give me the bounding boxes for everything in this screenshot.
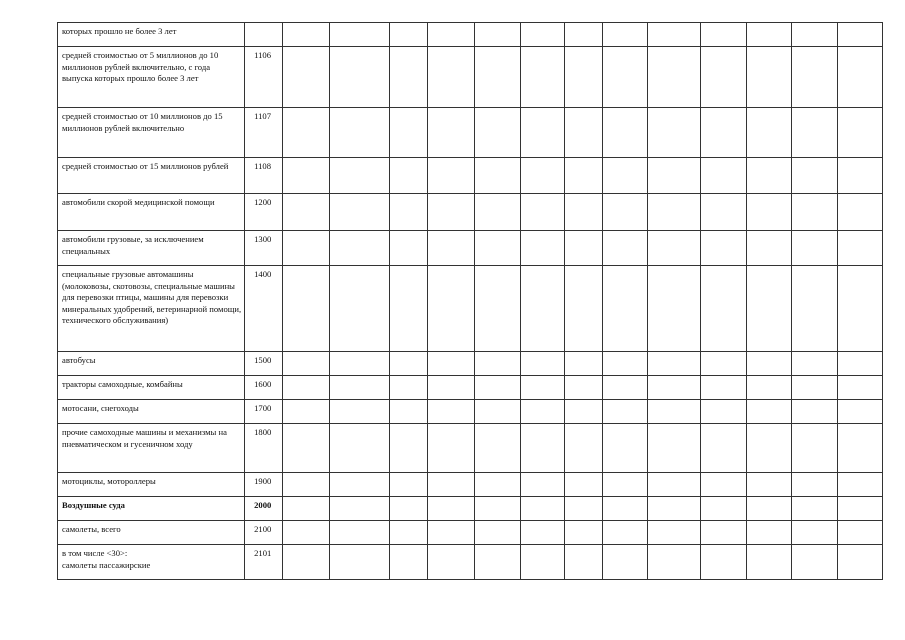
data-cell xyxy=(747,473,792,497)
data-cell xyxy=(603,497,648,521)
data-cell xyxy=(389,108,427,158)
row-label-cell: мотоциклы, мотороллеры xyxy=(58,473,245,497)
table-row xyxy=(58,158,883,194)
data-cell xyxy=(475,497,520,521)
data-cell xyxy=(475,400,520,424)
data-cell xyxy=(837,47,882,108)
data-cell xyxy=(475,266,520,352)
data-cell xyxy=(792,424,837,473)
data-cell xyxy=(603,23,648,47)
data-cell xyxy=(475,352,520,376)
data-cell xyxy=(329,473,389,497)
data-cell xyxy=(283,352,329,376)
data-cell xyxy=(747,194,792,231)
row-code-cell: 2100 xyxy=(245,521,283,545)
data-cell xyxy=(520,400,564,424)
data-cell xyxy=(747,108,792,158)
data-cell xyxy=(565,23,603,47)
data-cell xyxy=(475,424,520,473)
data-cell xyxy=(747,424,792,473)
data-cell xyxy=(747,545,792,580)
data-cell xyxy=(603,352,648,376)
data-cell xyxy=(565,266,603,352)
row-label-cell: средней стоимостью от 15 миллионов рублей xyxy=(58,158,245,194)
data-cell xyxy=(520,497,564,521)
data-cell xyxy=(428,352,475,376)
data-cell xyxy=(428,47,475,108)
data-cell xyxy=(520,47,564,108)
data-cell xyxy=(700,266,746,352)
table-body xyxy=(58,23,883,580)
data-cell xyxy=(283,194,329,231)
data-cell xyxy=(389,266,427,352)
row-label-cell: автомобили грузовые, за исключением специальных xyxy=(58,231,245,266)
data-cell xyxy=(428,194,475,231)
row-code-cell: 1200 xyxy=(245,194,283,231)
data-cell xyxy=(603,47,648,108)
data-cell xyxy=(792,376,837,400)
data-cell xyxy=(389,352,427,376)
row-label-cell: самолеты, всего xyxy=(58,521,245,545)
data-cell xyxy=(329,376,389,400)
data-cell xyxy=(520,473,564,497)
data-cell xyxy=(603,400,648,424)
data-cell xyxy=(389,424,427,473)
data-cell xyxy=(700,231,746,266)
vehicle-data-table xyxy=(57,22,883,580)
data-cell xyxy=(700,158,746,194)
row-label-cell: автомобили скорой медицинской помощи xyxy=(58,194,245,231)
data-cell xyxy=(747,400,792,424)
data-cell xyxy=(603,108,648,158)
data-cell xyxy=(648,231,700,266)
data-cell xyxy=(329,158,389,194)
data-cell xyxy=(428,497,475,521)
data-cell xyxy=(837,424,882,473)
data-cell xyxy=(389,521,427,545)
data-cell xyxy=(389,376,427,400)
data-cell xyxy=(648,497,700,521)
data-cell xyxy=(520,376,564,400)
data-cell xyxy=(283,23,329,47)
table-row xyxy=(58,545,883,580)
data-cell xyxy=(565,400,603,424)
data-cell xyxy=(428,376,475,400)
data-cell xyxy=(520,266,564,352)
data-cell xyxy=(565,158,603,194)
data-cell xyxy=(747,376,792,400)
data-cell xyxy=(475,521,520,545)
data-cell xyxy=(792,23,837,47)
data-cell xyxy=(565,231,603,266)
row-code-cell: 1700 xyxy=(245,400,283,424)
data-cell xyxy=(428,108,475,158)
data-cell xyxy=(475,231,520,266)
row-code-cell: 2000 xyxy=(245,497,283,521)
data-cell xyxy=(520,158,564,194)
row-code-cell: 1500 xyxy=(245,352,283,376)
row-code-cell: 1107 xyxy=(245,108,283,158)
data-cell xyxy=(428,545,475,580)
data-cell xyxy=(389,231,427,266)
data-cell xyxy=(603,473,648,497)
data-cell xyxy=(475,545,520,580)
data-cell xyxy=(475,376,520,400)
data-cell xyxy=(475,158,520,194)
data-cell xyxy=(603,424,648,473)
table-row xyxy=(58,473,883,497)
row-label-cell: Воздушные суда xyxy=(58,497,245,521)
data-cell xyxy=(792,545,837,580)
row-label-cell: автобусы xyxy=(58,352,245,376)
row-code-cell: 1300 xyxy=(245,231,283,266)
data-cell xyxy=(700,521,746,545)
data-cell xyxy=(475,473,520,497)
data-cell xyxy=(700,194,746,231)
data-cell xyxy=(283,47,329,108)
data-cell xyxy=(428,473,475,497)
data-cell xyxy=(329,194,389,231)
data-cell xyxy=(283,545,329,580)
data-cell xyxy=(329,352,389,376)
row-code-cell: 1900 xyxy=(245,473,283,497)
data-cell xyxy=(648,194,700,231)
data-cell xyxy=(283,108,329,158)
data-cell xyxy=(428,158,475,194)
row-label-cell: которых прошло не более 3 лет xyxy=(58,23,245,47)
row-code-cell: 1400 xyxy=(245,266,283,352)
data-cell xyxy=(603,376,648,400)
data-cell xyxy=(389,23,427,47)
data-cell xyxy=(648,400,700,424)
data-cell xyxy=(428,424,475,473)
row-code-cell: 1800 xyxy=(245,424,283,473)
data-cell xyxy=(520,108,564,158)
data-cell xyxy=(837,473,882,497)
data-cell xyxy=(792,47,837,108)
data-cell xyxy=(747,521,792,545)
data-cell xyxy=(283,158,329,194)
row-label-cell: средней стоимостью от 5 миллионов до 10 миллионов рублей включительно, с года выпуска которых прошло более 3 лет xyxy=(58,47,245,108)
row-label-cell: средней стоимостью от 10 миллионов до 15 миллионов рублей включительно xyxy=(58,108,245,158)
data-cell xyxy=(747,352,792,376)
data-cell xyxy=(329,497,389,521)
data-cell xyxy=(283,376,329,400)
data-cell xyxy=(837,400,882,424)
data-cell xyxy=(837,158,882,194)
data-cell xyxy=(648,473,700,497)
row-label-cell: специальные грузовые автомашины (молоковозы, скотовозы, специальные машины для перевозки птицы, машины для перевозки минеральных удобрений, ветеринарной помощи, технического обслуживания) xyxy=(58,266,245,352)
data-cell xyxy=(283,231,329,266)
data-cell xyxy=(520,231,564,266)
data-cell xyxy=(428,521,475,545)
data-cell xyxy=(603,521,648,545)
row-code-cell: 1106 xyxy=(245,47,283,108)
data-cell xyxy=(389,473,427,497)
row-code-cell: 1600 xyxy=(245,376,283,400)
data-cell xyxy=(565,352,603,376)
table-row xyxy=(58,266,883,352)
data-cell xyxy=(648,266,700,352)
data-cell xyxy=(520,424,564,473)
data-cell xyxy=(700,424,746,473)
data-cell xyxy=(648,108,700,158)
data-cell xyxy=(747,497,792,521)
table-row xyxy=(58,497,883,521)
data-cell xyxy=(520,545,564,580)
data-cell xyxy=(837,266,882,352)
data-cell xyxy=(520,23,564,47)
table-row xyxy=(58,376,883,400)
row-code-cell xyxy=(245,23,283,47)
data-cell xyxy=(792,158,837,194)
data-cell xyxy=(283,400,329,424)
data-cell xyxy=(837,23,882,47)
data-cell xyxy=(329,23,389,47)
data-cell xyxy=(792,473,837,497)
data-cell xyxy=(648,352,700,376)
data-cell xyxy=(565,47,603,108)
data-cell xyxy=(700,108,746,158)
data-cell xyxy=(428,23,475,47)
data-cell xyxy=(565,376,603,400)
data-cell xyxy=(329,424,389,473)
data-cell xyxy=(283,497,329,521)
data-cell xyxy=(700,47,746,108)
row-label-cell: тракторы самоходные, комбайны xyxy=(58,376,245,400)
data-cell xyxy=(428,231,475,266)
data-cell xyxy=(837,521,882,545)
data-cell xyxy=(648,23,700,47)
row-label-cell: прочие самоходные машины и механизмы на пневматическом и гусеничном ходу xyxy=(58,424,245,473)
data-cell xyxy=(329,400,389,424)
table-row xyxy=(58,521,883,545)
data-cell xyxy=(792,231,837,266)
data-cell xyxy=(700,23,746,47)
data-cell xyxy=(389,497,427,521)
row-code-cell: 1108 xyxy=(245,158,283,194)
data-cell xyxy=(747,47,792,108)
table-row xyxy=(58,194,883,231)
data-cell xyxy=(389,545,427,580)
table-row xyxy=(58,23,883,47)
data-cell xyxy=(565,497,603,521)
data-cell xyxy=(837,545,882,580)
data-cell xyxy=(792,400,837,424)
data-cell xyxy=(565,545,603,580)
table-row xyxy=(58,400,883,424)
data-cell xyxy=(837,194,882,231)
row-label-cell: мотосани, снегоходы xyxy=(58,400,245,424)
data-cell xyxy=(792,108,837,158)
data-cell xyxy=(389,400,427,424)
data-cell xyxy=(283,424,329,473)
data-cell xyxy=(648,521,700,545)
data-cell xyxy=(603,194,648,231)
data-cell xyxy=(520,352,564,376)
data-cell xyxy=(283,521,329,545)
data-cell xyxy=(603,158,648,194)
data-cell xyxy=(565,194,603,231)
data-cell xyxy=(747,231,792,266)
data-cell xyxy=(700,497,746,521)
data-cell xyxy=(329,231,389,266)
data-cell xyxy=(792,194,837,231)
data-cell xyxy=(837,497,882,521)
data-cell xyxy=(792,352,837,376)
data-cell xyxy=(565,424,603,473)
data-cell xyxy=(329,266,389,352)
data-cell xyxy=(329,47,389,108)
data-cell xyxy=(565,108,603,158)
data-cell xyxy=(837,376,882,400)
data-cell xyxy=(792,266,837,352)
data-cell xyxy=(475,23,520,47)
data-cell xyxy=(648,47,700,108)
data-cell xyxy=(700,352,746,376)
row-code-cell: 2101 xyxy=(245,545,283,580)
data-cell xyxy=(700,376,746,400)
data-cell xyxy=(565,473,603,497)
data-cell xyxy=(475,47,520,108)
data-cell xyxy=(837,352,882,376)
data-cell xyxy=(520,194,564,231)
data-cell xyxy=(700,473,746,497)
data-cell xyxy=(837,108,882,158)
data-cell xyxy=(520,521,564,545)
data-cell xyxy=(329,521,389,545)
data-cell xyxy=(747,23,792,47)
data-cell xyxy=(389,158,427,194)
data-cell xyxy=(428,266,475,352)
data-cell xyxy=(475,108,520,158)
data-cell xyxy=(329,108,389,158)
data-cell xyxy=(389,47,427,108)
table-row xyxy=(58,108,883,158)
data-cell xyxy=(565,521,603,545)
data-cell xyxy=(389,194,427,231)
table-row xyxy=(58,47,883,108)
table-row xyxy=(58,424,883,473)
data-cell xyxy=(283,266,329,352)
data-cell xyxy=(475,194,520,231)
data-cell xyxy=(792,521,837,545)
data-cell xyxy=(700,545,746,580)
data-cell xyxy=(648,424,700,473)
data-cell xyxy=(747,266,792,352)
data-cell xyxy=(428,400,475,424)
data-cell xyxy=(747,158,792,194)
data-cell xyxy=(648,376,700,400)
data-cell xyxy=(329,545,389,580)
data-cell xyxy=(603,266,648,352)
table-row xyxy=(58,352,883,376)
data-cell xyxy=(283,473,329,497)
data-cell xyxy=(792,497,837,521)
data-cell xyxy=(603,231,648,266)
data-cell xyxy=(837,231,882,266)
data-cell xyxy=(648,545,700,580)
data-cell xyxy=(700,400,746,424)
data-cell xyxy=(603,545,648,580)
table-row xyxy=(58,231,883,266)
data-cell xyxy=(648,158,700,194)
row-label-cell: в том числе <30>: самолеты пассажирские xyxy=(58,545,245,580)
